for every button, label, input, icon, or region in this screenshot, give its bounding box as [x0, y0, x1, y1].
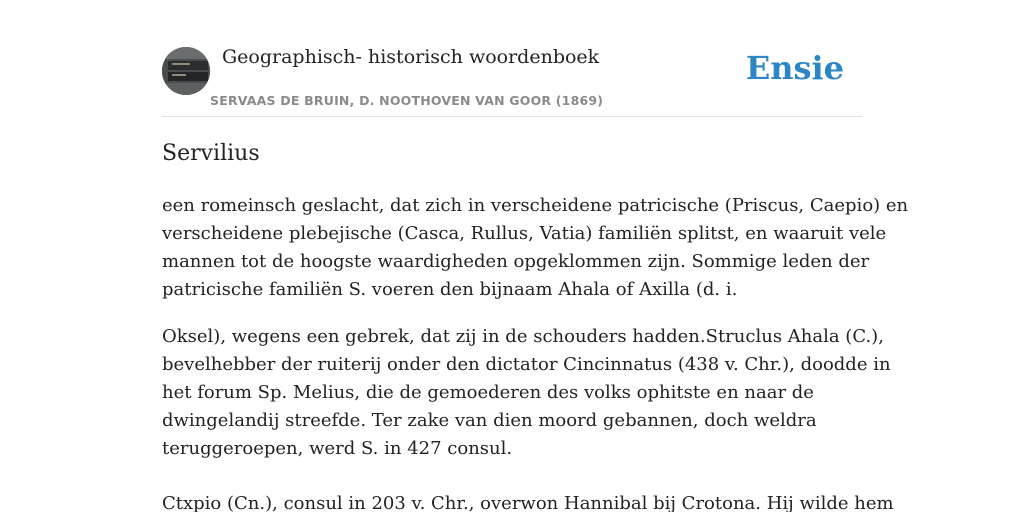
paragraph-line: dwingelandij streefde. Ter zake van dien moord gebannen, doch weldra: [162, 410, 817, 431]
paragraph-line: een romeinsch geslacht, dat zich in verscheidene patricische (Priscus, Caepio) en: [162, 195, 909, 216]
paragraph-line: bevelhebber der ruiterij onder den dictator Cincinnatus (438 v. Chr.), doodde in: [162, 354, 891, 375]
paragraph-line: Ctxpio (Cn.), consul in 203 v. Chr., overwon Hannibal bij Crotona. Hij wilde hem: [162, 493, 894, 512]
paragraph-line: mannen tot de hoogste waardigheden opgeklommen zijn. Sommige leden der: [162, 251, 870, 272]
book-cover-icon[interactable]: [162, 47, 210, 95]
book-header: [162, 46, 862, 117]
paragraph-line: verscheidene plebejische (Casca, Rullus, Vatia) familiën splitst, en waaruit vele: [162, 223, 887, 244]
paragraph-line: teruggeroepen, werd S. in 427 consul.: [162, 438, 513, 459]
paragraph-line: Oksel), wegens een gebrek, dat zij in de schouders hadden.Struclus Ahala (C.),: [162, 326, 884, 347]
entry-paragraph: [162, 192, 909, 304]
paragraph-line: patricische familiën S. voeren den bijnaam Ahala of Axilla (d. i.: [162, 279, 738, 300]
ensie-logo[interactable]: Ensie: [745, 49, 844, 87]
paragraph-line: het forum Sp. Melius, die de gemoederen des volks ophitste en naar de: [162, 382, 814, 403]
entry-title: Servilius: [162, 141, 260, 166]
book-authors-year[interactable]: SERVAAS DE BRUIN, D. NOOTHOVEN VAN GOOR (1869): [210, 93, 604, 108]
entry-paragraph: [162, 323, 891, 463]
entry-paragraph: [162, 490, 894, 512]
book-title[interactable]: Geographisch- historisch woordenboek: [222, 46, 600, 68]
